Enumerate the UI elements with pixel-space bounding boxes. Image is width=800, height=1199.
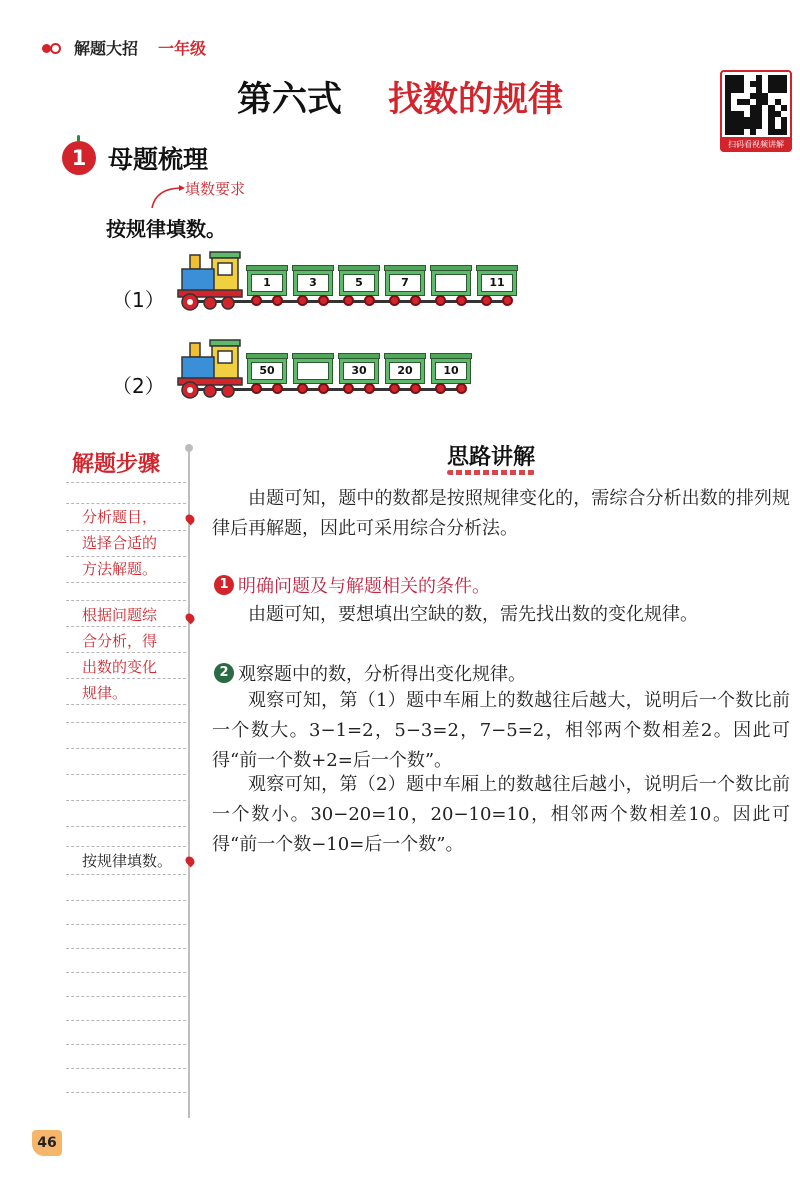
sidebar-step-1 xyxy=(82,504,157,582)
qr-caption: 扫码看视频讲解 xyxy=(720,137,792,152)
problem-statement: 按规律填数。 xyxy=(106,217,226,241)
car-number-blank[interactable] xyxy=(435,274,467,292)
section-title: 母题梳理 xyxy=(108,145,209,174)
car-number: 30 xyxy=(343,362,375,380)
train-car xyxy=(246,265,288,305)
locomotive-icon xyxy=(176,338,246,408)
step2-paragraph-1: 观察可知，第（1）题中车厢上的数越往后越大，说明后一个数比前一个数大。3−1=2，5−3=2，7−5=2，相邻两个数相差2。因此可得“前一个数+2=后一个数”。 xyxy=(212,690,790,771)
train-1 xyxy=(176,250,536,320)
step-title: 观察题中的数，分析得出变化规律。 xyxy=(238,664,526,685)
sidebar-step-line: 选择合适的 xyxy=(82,534,158,552)
sidebar-step-line: 规律。 xyxy=(82,684,128,702)
book-title: 解题大招 xyxy=(74,39,139,58)
header-dots-icon xyxy=(42,41,68,55)
train-car xyxy=(430,353,472,393)
item-label-2: （2） xyxy=(112,374,165,398)
car-number: 3 xyxy=(297,274,329,292)
sidebar-step-line: 出数的变化 xyxy=(82,658,158,676)
sidebar-dashed-line xyxy=(66,996,186,997)
explanation-step-1 xyxy=(214,572,490,598)
sidebar-dashed-line xyxy=(66,774,186,775)
car-number: 1 xyxy=(251,274,283,292)
sidebar-step-line: 分析题目， xyxy=(82,508,158,526)
page-title xyxy=(0,72,800,122)
explanation-title: 思路讲解 xyxy=(447,440,535,471)
sidebar-step-marker-icon xyxy=(184,612,197,625)
car-number: 10 xyxy=(435,362,467,380)
header-bar xyxy=(42,36,206,59)
sidebar-step-line: 根据问题综 xyxy=(82,606,158,624)
sidebar-dashed-line xyxy=(66,748,186,749)
explanation-step-2 xyxy=(214,660,526,686)
title-part1: 第六式 xyxy=(236,80,342,120)
step-number-badge: 2 xyxy=(214,663,234,683)
car-number-blank[interactable] xyxy=(297,362,329,380)
train-car xyxy=(338,265,380,305)
sidebar-step-marker-icon xyxy=(184,513,197,526)
train-car xyxy=(384,353,426,393)
train-car xyxy=(246,353,288,393)
train-car-blank[interactable] xyxy=(292,353,334,393)
car-number: 50 xyxy=(251,362,283,380)
car-number: 20 xyxy=(389,362,421,380)
sidebar-dashed-line xyxy=(66,900,186,901)
train-car-blank[interactable] xyxy=(430,265,472,305)
sidebar-step-line: 方法解题。 xyxy=(82,560,158,578)
train-car xyxy=(292,265,334,305)
sidebar-dashed-line xyxy=(66,800,186,801)
sidebar-dashed-line xyxy=(66,948,186,949)
train-car xyxy=(338,353,380,393)
sidebar-dashed-line xyxy=(66,1068,186,1069)
sidebar-dashed-line xyxy=(66,924,186,925)
qr-code[interactable] xyxy=(720,70,792,152)
step-number-badge: 1 xyxy=(214,575,234,595)
sidebar-dashed-line xyxy=(66,582,186,583)
annotation-label: 填数要求 xyxy=(185,180,246,198)
sidebar-dashed-line xyxy=(66,1020,186,1021)
car-number: 7 xyxy=(389,274,421,292)
train-car xyxy=(384,265,426,305)
car-number: 5 xyxy=(343,274,375,292)
sidebar-step-line: 合分析，得 xyxy=(82,632,158,650)
intro-paragraph: 由题可知，题中的数都是按照规律变化的，需综合分析出数的排列规律后再解题，因此可采用综合分析法。 xyxy=(212,488,790,539)
page-number: 46 xyxy=(32,1130,62,1156)
section-number-badge: 1 xyxy=(62,141,96,175)
sidebar-dashed-line xyxy=(66,1092,186,1093)
sidebar-dashed-line xyxy=(66,1044,186,1045)
step1-paragraph: 由题可知，要想填出空缺的数，需先找出数的变化规律。 xyxy=(248,604,698,625)
sidebar-dashed-line xyxy=(66,972,186,973)
car-number: 11 xyxy=(481,274,513,292)
qr-code-icon xyxy=(725,75,787,135)
sidebar-step-3 xyxy=(82,848,172,874)
train-car xyxy=(476,265,518,305)
annotation-arrow-icon xyxy=(148,180,188,210)
step-title: 明确问题及与解题相关的条件。 xyxy=(238,576,490,597)
train-2 xyxy=(176,338,536,408)
item-label-1: （1） xyxy=(112,288,165,312)
section-heading xyxy=(62,140,208,176)
sidebar-dashed-line xyxy=(66,482,186,483)
sidebar-dashed-line xyxy=(66,722,186,723)
sidebar-step-2 xyxy=(82,602,157,706)
locomotive-icon xyxy=(176,250,246,320)
sidebar-dashed-line xyxy=(66,846,186,847)
sidebar-rule xyxy=(188,448,190,1118)
grade-label: 一年级 xyxy=(158,39,207,58)
sidebar-dashed-line xyxy=(66,600,186,601)
sidebar-dashed-line xyxy=(66,826,186,827)
sidebar-dashed-line xyxy=(66,874,186,875)
title-part2: 找数的规律 xyxy=(388,80,564,120)
sidebar-step-line: 按规律填数。 xyxy=(82,852,173,870)
sidebar-step-marker-icon xyxy=(184,855,197,868)
step2-paragraph-2: 观察可知，第（2）题中车厢上的数越往后越小，说明后一个数比前一个数小。30−20=10，20−10=10，相邻两个数相差10。因此可得“前一个数−10=后一个数”。 xyxy=(212,774,790,855)
sidebar-title: 解题步骤 xyxy=(72,452,161,477)
